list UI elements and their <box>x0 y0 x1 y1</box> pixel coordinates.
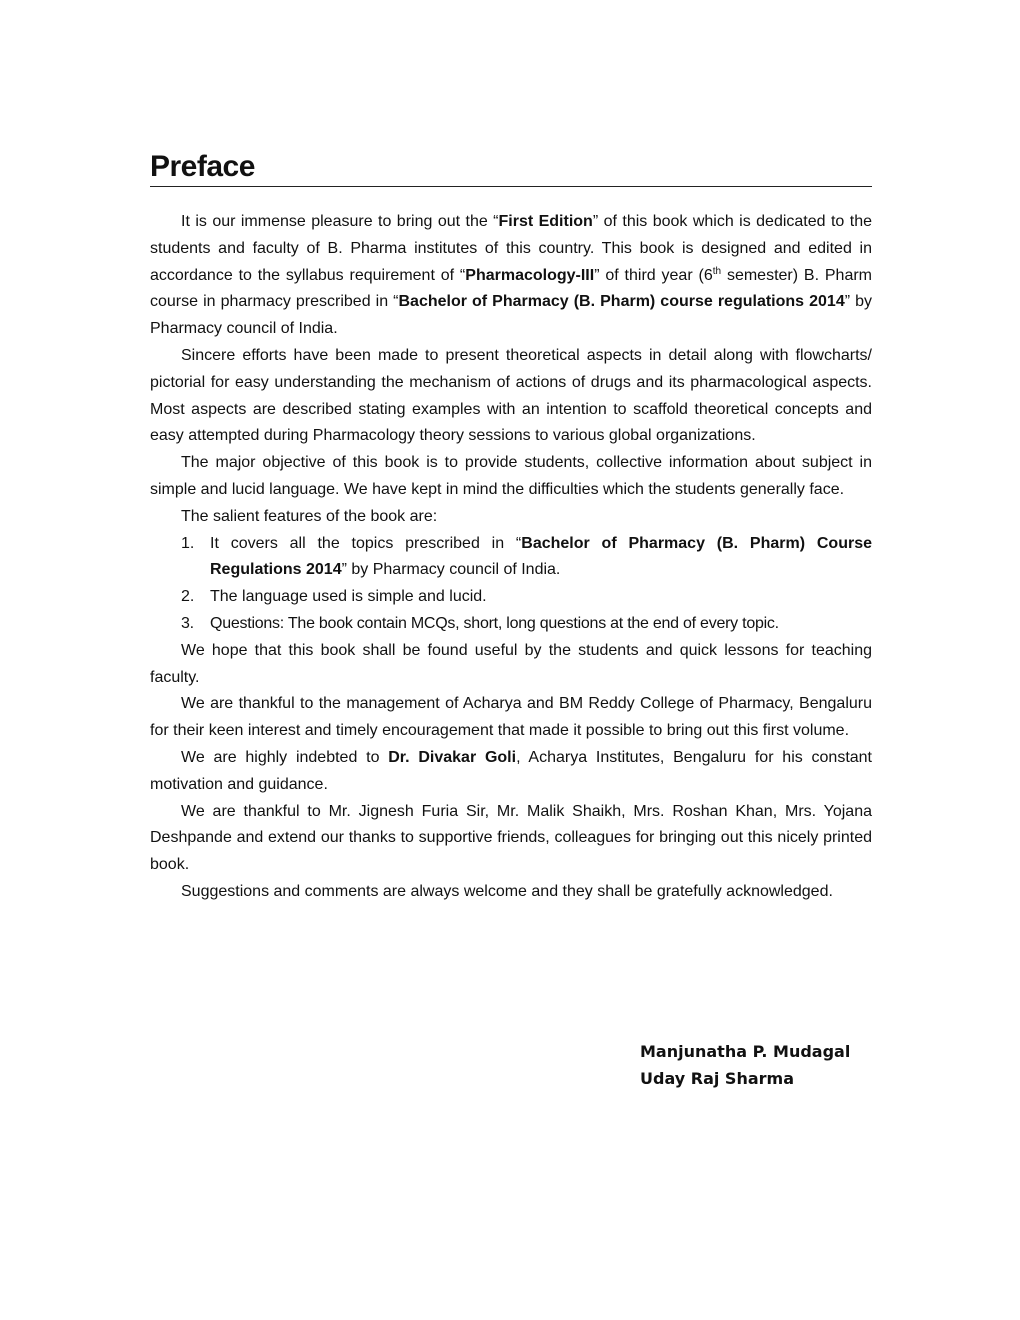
paragraph-colleagues-thanks: We are thankful to Mr. Jignesh Furia Sir, Mr. Malik Shaikh, Mrs. Roshan Khan, Mrs. Yojana Deshpande and extend our thanks to supportive friends, colleagues for bringing out this nicely printed book. <box>150 802 872 874</box>
text-span: ” of this book which is dedicated to the students and faculty of B. Pharma institutes of this country. This book is designed and edited in accordance to the syllabus requirement of “ <box>150 213 873 284</box>
text-span: It is our immense pleasure to bring out the “ <box>181 213 499 230</box>
text-span: ” by Pharmacy council of India. <box>150 293 873 338</box>
paragraph-management-thanks: We are thankful to the management of Acharya and BM Reddy College of Pharmacy, Bengaluru for their keen interest and timely encouragement that made it possible to bring out this first volume. <box>150 695 872 740</box>
paragraph-indebted <box>150 745 872 799</box>
list-item <box>150 584 872 611</box>
author-name: Uday Raj Sharma <box>640 1069 794 1088</box>
paragraph-features-intro: The salient features of the book are: <box>181 507 438 525</box>
list-number: 1. <box>181 534 195 552</box>
list-item <box>150 531 872 585</box>
list-item <box>150 611 872 638</box>
text-span: It covers all the topics prescribed in “ <box>210 534 522 552</box>
page-title: Preface <box>150 150 872 187</box>
author-name: Manjunatha P. Mudagal <box>640 1042 851 1061</box>
paragraph-suggestions: Suggestions and comments are always welcome and they shall be gratefully acknowledged. <box>181 882 833 900</box>
preface-body <box>150 209 872 906</box>
paragraph-objective: The major objective of this book is to provide students, collective information about subject in simple and lucid language. We have kept in mind the difficulties which the students generally face. <box>150 454 872 498</box>
signature-block <box>640 1038 850 1092</box>
paragraph-efforts: Sincere efforts have been made to present theoretical aspects in detail along with flowcharts/ pictorial for easy understanding the mechanism of actions of drugs and its pharmacological aspects. Most aspects are described stating examples with an intention to scaffold theoretical concepts and easy attempted during Pharmacology theory sessions to various global organizations. <box>150 346 872 445</box>
bold-name: Dr. Divakar Goli <box>388 748 517 766</box>
text-span: , Acharya Institutes, Bengaluru for his constant motivation and guidance. <box>150 748 873 793</box>
list-number: 2. <box>181 588 195 606</box>
features-list <box>150 531 872 638</box>
preface-page <box>150 150 872 906</box>
bold-regulations: Bachelor of Pharmacy (B. Pharm) Course Regulations 2014 <box>210 534 872 579</box>
superscript: th <box>712 265 722 277</box>
list-number: 3. <box>181 614 194 632</box>
bold-first-edition: First Edition <box>498 213 593 230</box>
bold-regulations: Bachelor of Pharmacy (B. Pharm) course regulations 2014 <box>398 293 845 311</box>
paragraph-intro <box>150 209 872 343</box>
text-span: The language used is simple and lucid. <box>210 588 487 606</box>
bold-subject: Pharmacology-III <box>465 266 595 284</box>
text-span: Questions: The book contain MCQs, short, long questions at the end of every topic. <box>210 614 779 632</box>
text-span: ” by Pharmacy council of India. <box>341 561 561 579</box>
text-span: ” of third year (6 <box>594 266 713 284</box>
text-span: We are highly indebted to <box>181 748 389 766</box>
text-span: semester) B. Pharm course in pharmacy prescribed in “ <box>150 266 873 311</box>
paragraph-hope: We hope that this book shall be found useful by the students and quick lessons for teaching faculty. <box>150 641 872 686</box>
